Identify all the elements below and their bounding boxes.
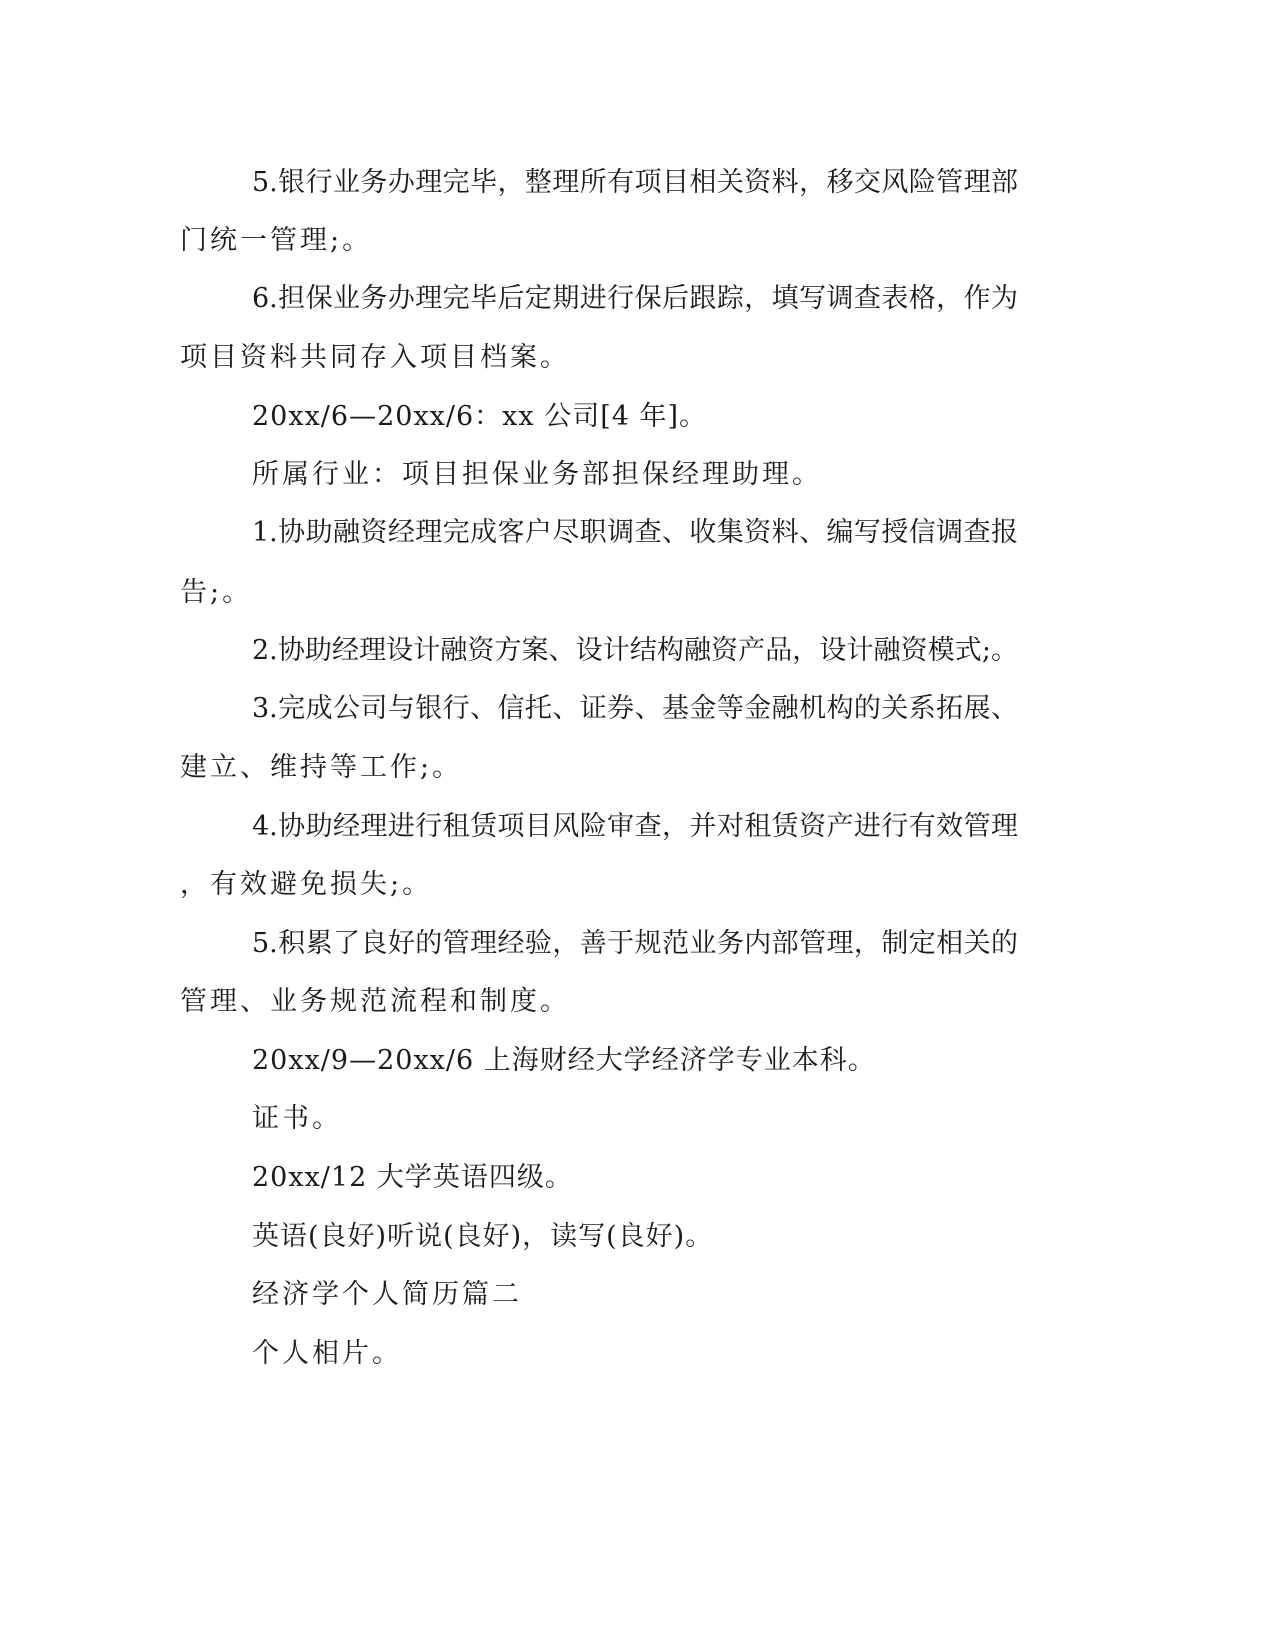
paragraph-line-10: 3.完成公司与银行、信托、证券、基金等金融机构的关系拓展、 [252,693,1018,724]
paragraph-line-13: ，有效避免损失;。 [180,869,433,900]
paragraph-line-4: 项目资料共同存入项目档案。 [180,342,570,373]
paragraph-line-16: 20xx/9—20xx/6 上海财经大学经济学专业本科。 [252,1045,876,1076]
paragraph-line-19: 英语(良好)听说(良好)，读写(良好)。 [252,1221,714,1252]
section-heading: 经济学个人简历篇二 [252,1279,522,1310]
paragraph-line-8: 告;。 [180,577,253,608]
paragraph-line-12: 4.协助经理进行租赁项目风险审查，并对租赁资产进行有效管理 [252,811,1018,842]
paragraph-line-6: 所属行业：项目担保业务部担保经理助理。 [252,459,822,490]
paragraph-line-14: 5.积累了良好的管理经验，善于规范业务内部管理，制定相关的 [252,928,1018,959]
paragraph-line-9: 2.协助经理设计融资方案、设计结构融资产品，设计融资模式;。 [252,635,1018,666]
paragraph-line-15: 管理、业务规范流程和制度。 [180,986,570,1017]
paragraph-line-1: 5.银行业务办理完毕，整理所有项目相关资料，移交风险管理部 [252,167,1018,198]
paragraph-line-21: 个人相片。 [252,1338,402,1369]
paragraph-line-18: 20xx/12 大学英语四级。 [252,1162,573,1193]
paragraph-line-17: 证书。 [252,1103,342,1134]
paragraph-line-7: 1.协助融资经理完成客户尽职调查、收集资料、编写授信调查报 [252,517,1018,548]
paragraph-line-2: 门统一管理;。 [180,225,373,256]
paragraph-line-11: 建立、维持等工作;。 [180,752,463,783]
paragraph-line-5: 20xx/6—20xx/6：xx 公司[4 年]。 [252,401,708,432]
paragraph-line-3: 6.担保业务办理完毕后定期进行保后跟踪，填写调查表格，作为 [252,283,1018,314]
